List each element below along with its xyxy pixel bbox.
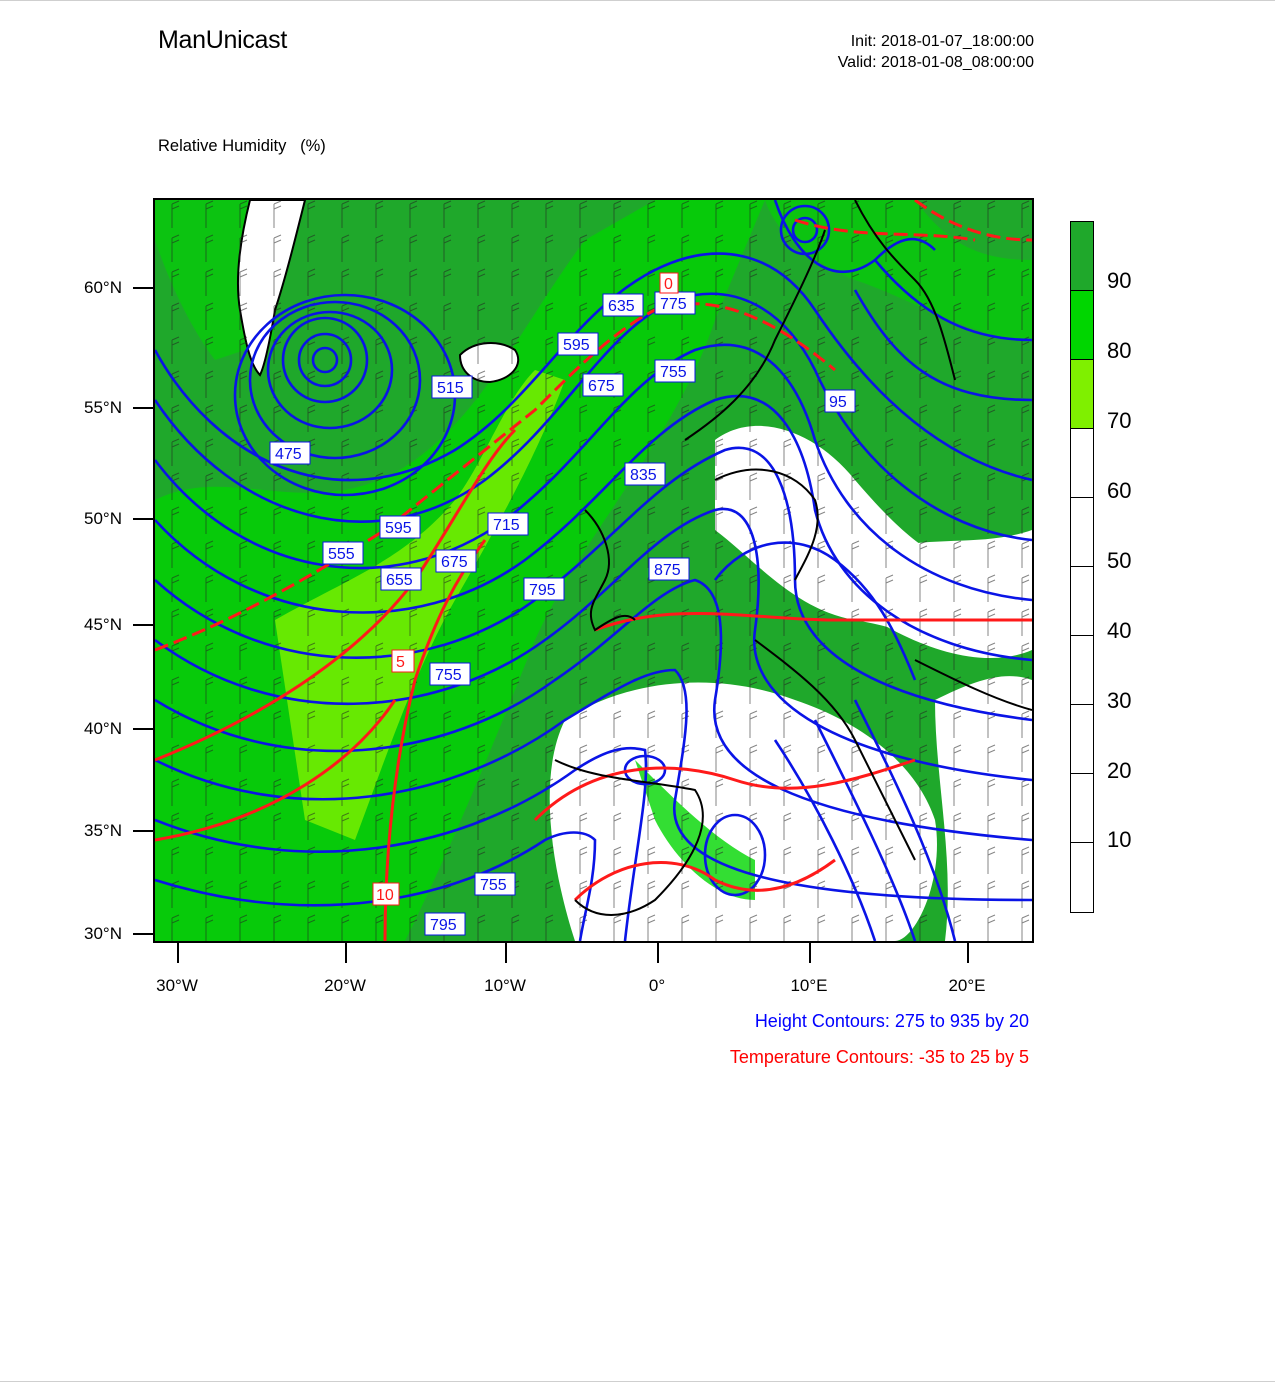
lat-label-55n: 55°N: [84, 398, 122, 417]
svg-text:755: 755: [480, 877, 507, 894]
temp-label-0: [660, 273, 678, 293]
temperature-contour-legend: Temperature Contours: -35 to 25 by 5: [729, 1047, 1029, 1067]
lon-tick: [505, 943, 507, 963]
svg-text:595: 595: [385, 520, 412, 537]
height-label-595: [558, 333, 598, 355]
top-border: [0, 0, 1275, 1]
colorbar-swatch-90: [1071, 222, 1093, 291]
lon-label-10e: 10°E: [790, 976, 828, 995]
colorbar-swatch-10: [1071, 774, 1093, 843]
svg-text:475: 475: [275, 446, 302, 463]
map-canvas: [155, 200, 1032, 941]
svg-text:775: 775: [660, 296, 687, 313]
model-title: ManUnicast: [158, 26, 287, 54]
svg-text:715: 715: [493, 517, 520, 534]
height-label-795: [430, 663, 470, 685]
run-times: [838, 31, 1034, 73]
height-label-715: [488, 513, 528, 535]
lat-label-45n: 45°N: [84, 615, 122, 634]
colorbar-label-90: 90: [1107, 268, 1132, 293]
colorbar-swatch-80: [1071, 291, 1093, 360]
height-label-755: [655, 360, 695, 382]
lon-tick: [809, 943, 811, 963]
height-label-795c: [425, 913, 465, 935]
colorbar-label-30: 30: [1107, 688, 1132, 713]
colorbar-swatch-40: [1071, 567, 1093, 636]
lat-label-50n: 50°N: [84, 509, 122, 528]
lon-tick: [657, 943, 659, 963]
height-label-515: [432, 376, 472, 398]
svg-text:10: 10: [376, 887, 394, 904]
lat-tick: [133, 728, 153, 730]
lat-tick: [133, 624, 153, 626]
svg-text:795: 795: [430, 917, 457, 934]
svg-text:515: 515: [437, 380, 464, 397]
field-rh: Relative Humidity (%): [158, 137, 326, 155]
svg-text:555: 555: [328, 546, 355, 563]
lat-tick: [133, 287, 153, 289]
svg-text:635: 635: [608, 298, 635, 315]
lon-label-30w: 30°W: [156, 976, 198, 995]
colorbar-label-60: 60: [1107, 478, 1132, 503]
height-label-555: [323, 542, 363, 564]
lat-tick: [133, 830, 153, 832]
height-label-835: [625, 463, 665, 485]
svg-text:755: 755: [435, 667, 462, 684]
colorbar-swatch-70: [1071, 360, 1093, 429]
lat-label-40n: 40°N: [84, 719, 122, 738]
height-label-875: [649, 558, 689, 580]
init-time: Init: 2018-01-07_18:00:00: [850, 33, 1034, 50]
lon-tick: [345, 943, 347, 963]
lat-label-30n: 30°N: [84, 924, 122, 943]
height-label-795b: [524, 578, 564, 600]
temp-label-10: [373, 883, 399, 905]
height-label-475: [270, 442, 310, 464]
rh-colorbar: [1070, 221, 1094, 913]
lat-tick: [133, 933, 153, 935]
height-contour-legend: Height Contours: 275 to 935 by 20: [754, 1011, 1029, 1031]
colorbar-swatch-60: [1071, 429, 1093, 498]
svg-text:95: 95: [829, 394, 847, 411]
colorbar-swatch-0: [1071, 843, 1093, 912]
lat-tick: [133, 407, 153, 409]
svg-text:675: 675: [588, 378, 615, 395]
height-label-655: [381, 568, 421, 590]
lon-tick: [967, 943, 969, 963]
temp-label-5: [392, 650, 414, 672]
svg-text:795: 795: [529, 582, 556, 599]
height-label-895: [825, 390, 855, 412]
colorbar-label-40: 40: [1107, 618, 1132, 643]
lon-label-20w: 20°W: [324, 976, 366, 995]
svg-text:595: 595: [563, 337, 590, 354]
svg-text:675: 675: [441, 554, 468, 571]
valid-time: Valid: 2018-01-08_08:00:00: [837, 54, 1034, 71]
colorbar-label-80: 80: [1107, 338, 1132, 363]
svg-text:0: 0: [664, 276, 673, 293]
lon-label-0: 0°: [648, 976, 666, 995]
lon-label-20e: 20°E: [948, 976, 986, 995]
height-label-595b: [380, 516, 420, 538]
colorbar-label-10: 10: [1107, 827, 1132, 852]
colorbar-label-70: 70: [1107, 408, 1132, 433]
height-label-775: [655, 292, 695, 314]
colorbar-swatch-50: [1071, 498, 1093, 567]
lon-label-10w: 10°W: [484, 976, 526, 995]
lat-label-35n: 35°N: [84, 821, 122, 840]
height-label-755b: [475, 873, 515, 895]
colorbar-label-50: 50: [1107, 548, 1132, 573]
svg-text:5: 5: [396, 654, 405, 671]
lat-tick: [133, 518, 153, 520]
svg-text:875: 875: [654, 562, 681, 579]
svg-text:655: 655: [386, 572, 413, 589]
colorbar-label-20: 20: [1107, 758, 1132, 783]
height-label-635: [603, 294, 643, 316]
colorbar-swatch-20: [1071, 705, 1093, 774]
lat-label-60n: 60°N: [84, 278, 122, 297]
svg-text:755: 755: [660, 364, 687, 381]
lon-tick: [177, 943, 179, 963]
colorbar-swatch-30: [1071, 636, 1093, 705]
svg-text:835: 835: [630, 467, 657, 484]
map-panel: [153, 198, 1034, 943]
height-label-675: [583, 374, 623, 396]
height-label-675b: [436, 550, 476, 572]
